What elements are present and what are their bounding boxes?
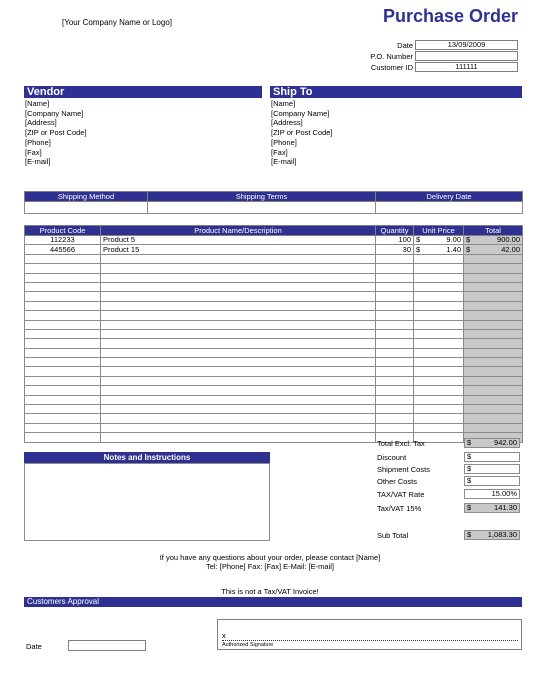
ship-to-header: Ship To: [270, 86, 522, 98]
total-value: 900.00: [497, 235, 520, 245]
sub-total-value: 1,083.30: [487, 530, 517, 539]
date-label: Date: [397, 41, 413, 50]
unit-price-header: Unit Price: [414, 226, 464, 236]
tax-amount-label: Tax/VAT 15%: [377, 504, 422, 513]
total-cell: [464, 405, 523, 414]
unit-price-cell[interactable]: [414, 386, 464, 395]
approval-date-field[interactable]: [68, 640, 146, 651]
total-value: 42.00: [501, 244, 520, 254]
table-row: [25, 405, 523, 414]
unit-price-cell[interactable]: [414, 311, 464, 320]
quantity-cell[interactable]: [376, 311, 414, 320]
product-name-cell[interactable]: Product 15: [101, 245, 376, 254]
table-row: [25, 414, 523, 423]
total-cell: [464, 348, 523, 357]
quantity-cell[interactable]: [376, 329, 414, 338]
quantity-cell[interactable]: [376, 395, 414, 404]
quantity-cell[interactable]: [376, 414, 414, 423]
product-code-cell[interactable]: [25, 339, 101, 348]
shipment-costs-field[interactable]: [464, 464, 520, 474]
vendor-phone[interactable]: [Phone]: [25, 137, 51, 147]
total-cell: [464, 386, 523, 395]
product-code-cell[interactable]: [25, 395, 101, 404]
table-row: [25, 348, 523, 357]
table-row: [25, 376, 523, 385]
total-cell: [464, 367, 523, 376]
product-code-cell[interactable]: [25, 423, 101, 432]
product-code-cell[interactable]: [25, 376, 101, 385]
shipping-method-header: Shipping Method: [25, 192, 148, 202]
delivery-date-header: Delivery Date: [376, 192, 523, 202]
table-row: [25, 292, 523, 301]
table-row: [25, 320, 523, 329]
total-cell: [464, 414, 523, 423]
product-name-header: Product Name/Description: [101, 226, 376, 236]
unit-price-cell[interactable]: [414, 320, 464, 329]
product-code-cell[interactable]: [25, 301, 101, 310]
currency-symbol: $: [467, 503, 472, 512]
ship-to-name[interactable]: [Name]: [271, 99, 296, 108]
product-name-cell[interactable]: [101, 282, 376, 291]
product-name-cell[interactable]: [101, 405, 376, 414]
table-row: [25, 264, 523, 273]
unit-price-cell[interactable]: [414, 348, 464, 357]
currency-symbol: $: [467, 464, 472, 473]
unit-price-cell[interactable]: [414, 395, 464, 404]
product-code-cell[interactable]: [25, 329, 101, 338]
unit-price-value: 9.00: [446, 235, 461, 245]
product-code-cell[interactable]: [25, 282, 101, 291]
contact-line-2: Tel: [Phone] Fax: [Fax] E-Mail: [E-mail]: [206, 562, 334, 571]
unit-price-cell[interactable]: [414, 329, 464, 338]
total-cell: [464, 320, 523, 329]
delivery-date-field[interactable]: [376, 202, 523, 214]
product-name-cell[interactable]: [101, 329, 376, 338]
contact-line-1: If you have any questions about your order, please contact [Name]: [159, 553, 381, 562]
table-row: [25, 395, 523, 404]
product-code-cell[interactable]: [25, 254, 101, 263]
quantity-cell[interactable]: [376, 358, 414, 367]
line-items-table: [24, 225, 523, 443]
total-cell: [464, 423, 523, 432]
unit-price-cell[interactable]: [414, 414, 464, 423]
product-code-cell[interactable]: [25, 386, 101, 395]
product-name-cell[interactable]: [101, 348, 376, 357]
product-code-cell[interactable]: [25, 433, 101, 442]
other-costs-field[interactable]: [464, 476, 520, 486]
table-row: [25, 386, 523, 395]
product-name-cell[interactable]: [101, 264, 376, 273]
quantity-cell[interactable]: [376, 386, 414, 395]
product-name-cell[interactable]: [101, 311, 376, 320]
product-name-cell[interactable]: [101, 386, 376, 395]
table-row: [25, 273, 523, 282]
currency-symbol: $: [466, 244, 471, 254]
unit-price-cell[interactable]: [414, 264, 464, 273]
date-field[interactable]: 13/09/2009: [415, 40, 518, 50]
notes-header: Notes and Instructions: [24, 452, 270, 463]
product-code-cell[interactable]: [25, 264, 101, 273]
currency-symbol: $: [467, 476, 472, 485]
approval-date-label: Date: [26, 642, 42, 651]
product-code-cell[interactable]: [25, 320, 101, 329]
unit-price-cell[interactable]: [414, 423, 464, 432]
product-name-cell[interactable]: [101, 395, 376, 404]
total-header: Total: [464, 226, 523, 236]
product-code-cell[interactable]: [25, 348, 101, 357]
unit-price-cell[interactable]: [414, 358, 464, 367]
quantity-cell[interactable]: [376, 292, 414, 301]
product-code-cell[interactable]: 112233: [25, 236, 101, 245]
ship-to-phone[interactable]: [Phone]: [271, 137, 297, 147]
total-cell: [464, 236, 523, 245]
customers-approval-header: Customers Approval: [24, 597, 522, 607]
customer-id-field[interactable]: 111111: [415, 62, 518, 72]
product-name-cell[interactable]: [101, 376, 376, 385]
tax-amount-field: [464, 503, 520, 513]
vendor-zip[interactable]: [ZIP or Post Code]: [25, 128, 87, 138]
quantity-cell[interactable]: [376, 254, 414, 263]
unit-price-cell[interactable]: [414, 282, 464, 291]
currency-symbol: $: [467, 452, 472, 461]
table-row: [25, 423, 523, 432]
po-number-label: P.O. Number: [370, 52, 413, 61]
document-title: Purchase Order: [382, 6, 518, 26]
total-cell: [464, 301, 523, 310]
table-row: [25, 339, 523, 348]
table-row: [25, 236, 523, 245]
signature-mark: x: [222, 631, 226, 640]
product-code-cell[interactable]: [25, 311, 101, 320]
po-number-field[interactable]: [415, 51, 518, 61]
product-code-cell[interactable]: [25, 414, 101, 423]
unit-price-cell[interactable]: [414, 376, 464, 385]
total-cell: [464, 339, 523, 348]
product-code-cell[interactable]: [25, 367, 101, 376]
product-name-cell[interactable]: [101, 301, 376, 310]
shipping-table: [24, 191, 523, 214]
product-name-cell[interactable]: [101, 358, 376, 367]
quantity-cell[interactable]: 30: [376, 245, 414, 254]
quantity-cell[interactable]: [376, 282, 414, 291]
tax-rate-value: 15.00%: [491, 489, 517, 498]
quantity-cell[interactable]: 100: [376, 236, 414, 245]
table-row: [25, 311, 523, 320]
product-code-header: Product Code: [25, 226, 101, 236]
currency-symbol: $: [467, 438, 472, 447]
total-cell: [464, 358, 523, 367]
discount-field[interactable]: [464, 452, 520, 462]
ship-to-email[interactable]: [E-mail]: [271, 157, 297, 167]
total-cell: [464, 292, 523, 301]
tax-disclaimer: This is not a Tax/VAT Invoice!: [221, 587, 319, 596]
total-excl-tax-label: Total Excl. Tax: [377, 439, 425, 448]
tax-rate-field[interactable]: [464, 489, 520, 499]
ship-to-street[interactable]: [Address]: [271, 118, 303, 128]
quantity-cell[interactable]: [376, 273, 414, 282]
vendor-company[interactable]: [Company Name]: [25, 108, 84, 118]
line-items-body: [25, 236, 523, 443]
table-row: [25, 367, 523, 376]
total-cell: [464, 329, 523, 338]
product-name-cell[interactable]: [101, 433, 376, 442]
shipping-terms-field[interactable]: [148, 202, 376, 214]
ship-to-fax[interactable]: [Fax]: [271, 147, 288, 157]
unit-price-cell[interactable]: [414, 339, 464, 348]
total-cell: [464, 254, 523, 263]
total-excl-tax-value: 942.00: [494, 438, 517, 447]
vendor-email[interactable]: [E-mail]: [25, 157, 51, 167]
ship-to-address: [271, 99, 333, 167]
product-code-cell[interactable]: [25, 358, 101, 367]
other-costs-label: Other Costs: [377, 477, 418, 486]
product-name-cell[interactable]: [101, 367, 376, 376]
total-cell: [464, 311, 523, 320]
product-name-cell[interactable]: [101, 423, 376, 432]
unit-price-cell[interactable]: [414, 405, 464, 414]
quantity-cell[interactable]: [376, 264, 414, 273]
product-name-cell[interactable]: Product 5: [101, 236, 376, 245]
table-row: [25, 329, 523, 338]
currency-symbol: $: [416, 244, 421, 254]
unit-price-cell[interactable]: [414, 236, 464, 245]
total-cell: [464, 395, 523, 404]
unit-price-cell[interactable]: [414, 292, 464, 301]
product-name-cell[interactable]: [101, 414, 376, 423]
quantity-cell[interactable]: [376, 348, 414, 357]
quantity-cell[interactable]: [376, 339, 414, 348]
currency-symbol: $: [467, 530, 472, 539]
quantity-cell[interactable]: [376, 320, 414, 329]
unit-price-cell[interactable]: [414, 254, 464, 263]
vendor-address: [25, 99, 87, 167]
product-code-cell[interactable]: 445566: [25, 245, 101, 254]
quantity-cell[interactable]: [376, 423, 414, 432]
shipment-costs-label: Shipment Costs: [377, 465, 430, 474]
signature-line: [222, 640, 518, 641]
currency-symbol: $: [466, 235, 471, 245]
unit-price-cell[interactable]: [414, 245, 464, 254]
unit-price-cell[interactable]: [414, 273, 464, 282]
tax-amount-value: 141.30: [494, 503, 517, 512]
table-row: [25, 358, 523, 367]
product-name-cell[interactable]: [101, 320, 376, 329]
vendor-street[interactable]: [Address]: [25, 118, 57, 128]
discount-label: Discount: [377, 453, 407, 462]
total-cell: [464, 273, 523, 282]
vendor-fax[interactable]: [Fax]: [25, 147, 42, 157]
quantity-cell[interactable]: [376, 367, 414, 376]
unit-price-cell[interactable]: [414, 367, 464, 376]
quantity-cell[interactable]: [376, 376, 414, 385]
vendor-header: Vendor: [24, 86, 262, 98]
shipping-terms-header: Shipping Terms: [148, 192, 376, 202]
currency-symbol: $: [416, 235, 421, 245]
notes-textarea[interactable]: [24, 463, 270, 541]
product-name-cell[interactable]: [101, 273, 376, 282]
table-row: [25, 301, 523, 310]
quantity-cell[interactable]: [376, 301, 414, 310]
shipping-method-field[interactable]: [25, 202, 148, 214]
ship-to-zip[interactable]: [ZIP or Post Code]: [271, 128, 333, 138]
product-code-cell[interactable]: [25, 292, 101, 301]
product-code-cell[interactable]: [25, 405, 101, 414]
customer-id-label: Customer ID: [370, 63, 413, 72]
total-cell: [464, 245, 523, 254]
sub-total-label: Sub Total: [377, 531, 409, 540]
sub-total-field: [464, 530, 520, 540]
ship-to-company[interactable]: [Company Name]: [271, 108, 330, 118]
product-code-cell[interactable]: [25, 273, 101, 282]
signature-caption: Authorized Signature: [222, 642, 274, 648]
table-row: [25, 282, 523, 291]
product-name-cell[interactable]: [101, 254, 376, 263]
vendor-name[interactable]: [Name]: [25, 99, 50, 108]
table-row: [25, 245, 523, 254]
quantity-header: Quantity: [376, 226, 414, 236]
total-excl-tax-field: [464, 438, 520, 448]
product-name-cell[interactable]: [101, 339, 376, 348]
total-cell: [464, 264, 523, 273]
unit-price-cell[interactable]: [414, 301, 464, 310]
company-name-placeholder: [Your Company Name or Logo]: [62, 18, 172, 27]
table-row: [25, 254, 523, 263]
tax-rate-label: TAX/VAT Rate: [377, 490, 425, 499]
total-cell: [464, 376, 523, 385]
unit-price-value: 1.40: [446, 244, 461, 254]
total-cell: [464, 282, 523, 291]
quantity-cell[interactable]: [376, 405, 414, 414]
product-name-cell[interactable]: [101, 292, 376, 301]
